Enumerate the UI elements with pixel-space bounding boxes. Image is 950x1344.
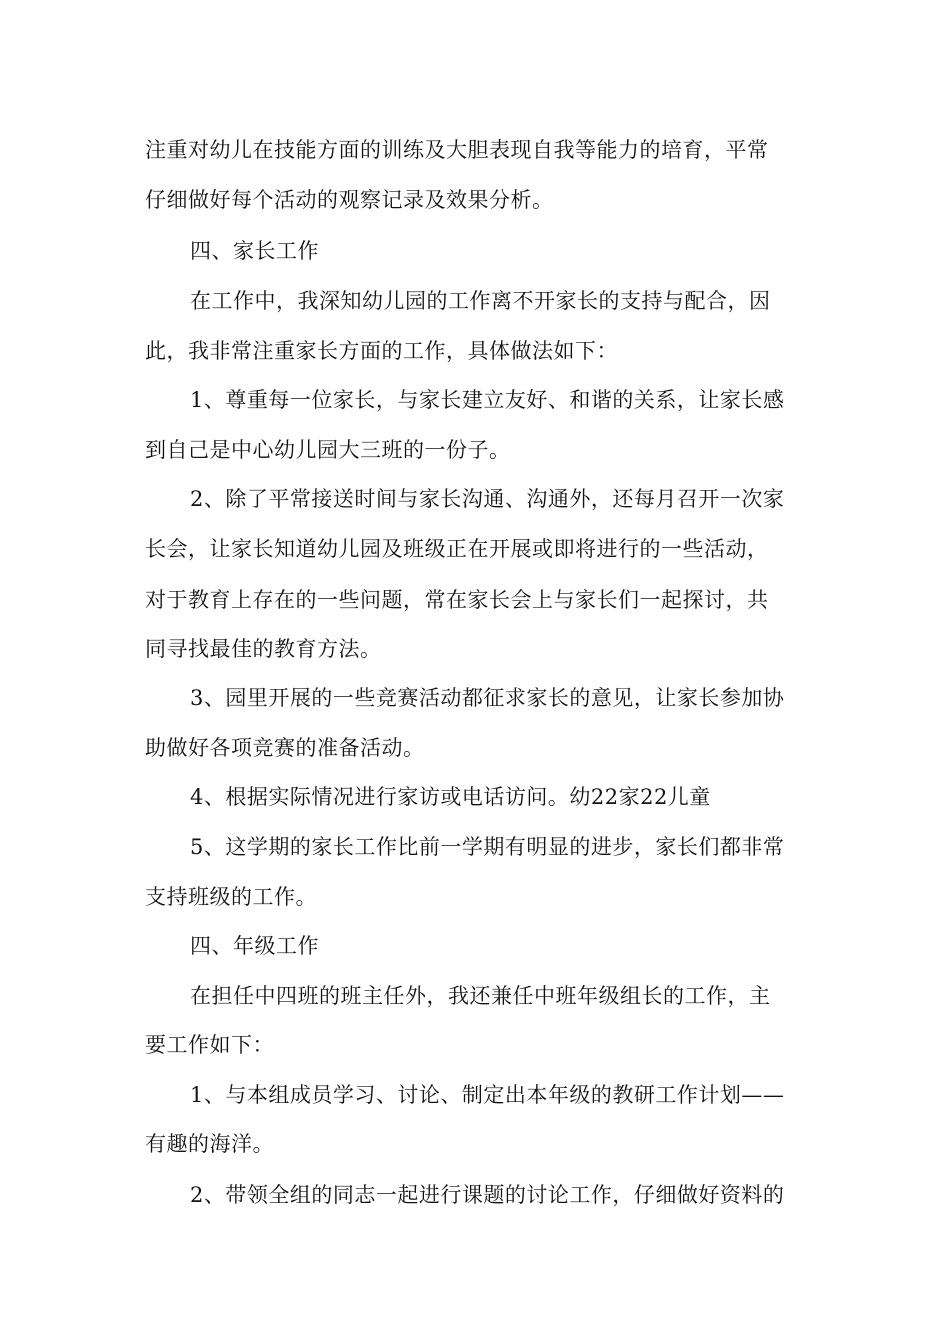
body-text-line: 仔细做好每个活动的观察记录及效果分析。 bbox=[145, 188, 554, 212]
body-text-line: 长会，让家长知道幼儿园及班级正在开展或即将进行的一些活动， bbox=[145, 537, 769, 561]
paragraph-first-line: 在工作中，我深知幼儿园的工作离不开家长的支持与配合，因 bbox=[190, 289, 771, 313]
body-text-line: 支持班级的工作。 bbox=[145, 885, 317, 909]
list-item-first-line: 5、这学期的家长工作比前一学期有明显的进步，家长们都非常 bbox=[190, 835, 785, 859]
section-heading: 四、年级工作 bbox=[190, 934, 319, 958]
list-item-first-line: 2、除了平常接送时间与家长沟通、沟通外，还每月召开一次家 bbox=[190, 487, 785, 511]
list-item-first-line: 4、根据实际情况进行家访或电话访问。幼22家22儿童 bbox=[190, 785, 711, 809]
body-text-line: 此，我非常注重家长方面的工作，具体做法如下： bbox=[145, 339, 618, 363]
list-item-first-line: 1、尊重每一位家长，与家长建立友好、和谐的关系，让家长感 bbox=[190, 388, 785, 412]
body-text-line: 助做好各项竞赛的准备活动。 bbox=[145, 736, 425, 760]
body-text-line: 有趣的海洋。 bbox=[145, 1132, 274, 1156]
list-item-first-line: 2、带领全组的同志一起进行课题的讨论工作，仔细做好资料的 bbox=[190, 1183, 785, 1207]
paragraph-first-line: 在担任中四班的班主任外，我还兼任中班年级组长的工作，主 bbox=[190, 984, 771, 1008]
section-heading: 四、家长工作 bbox=[190, 239, 319, 263]
body-text-line: 到自己是中心幼儿园大三班的一份子。 bbox=[145, 438, 511, 462]
list-item-first-line: 3、园里开展的一些竞赛活动都征求家长的意见，让家长参加协 bbox=[190, 686, 785, 710]
body-text-line: 同寻找最佳的教育方法。 bbox=[145, 637, 382, 661]
list-item-first-line: 1、与本组成员学习、讨论、制定出本年级的教研工作计划—— bbox=[190, 1083, 785, 1107]
body-text-line: 对于教育上存在的一些问题，常在家长会上与家长们一起探讨，共 bbox=[145, 588, 769, 612]
body-text-line: 要工作如下： bbox=[145, 1033, 274, 1057]
body-text-line: 注重对幼儿在技能方面的训练及大胆表现自我等能力的培育，平常 bbox=[145, 138, 769, 162]
